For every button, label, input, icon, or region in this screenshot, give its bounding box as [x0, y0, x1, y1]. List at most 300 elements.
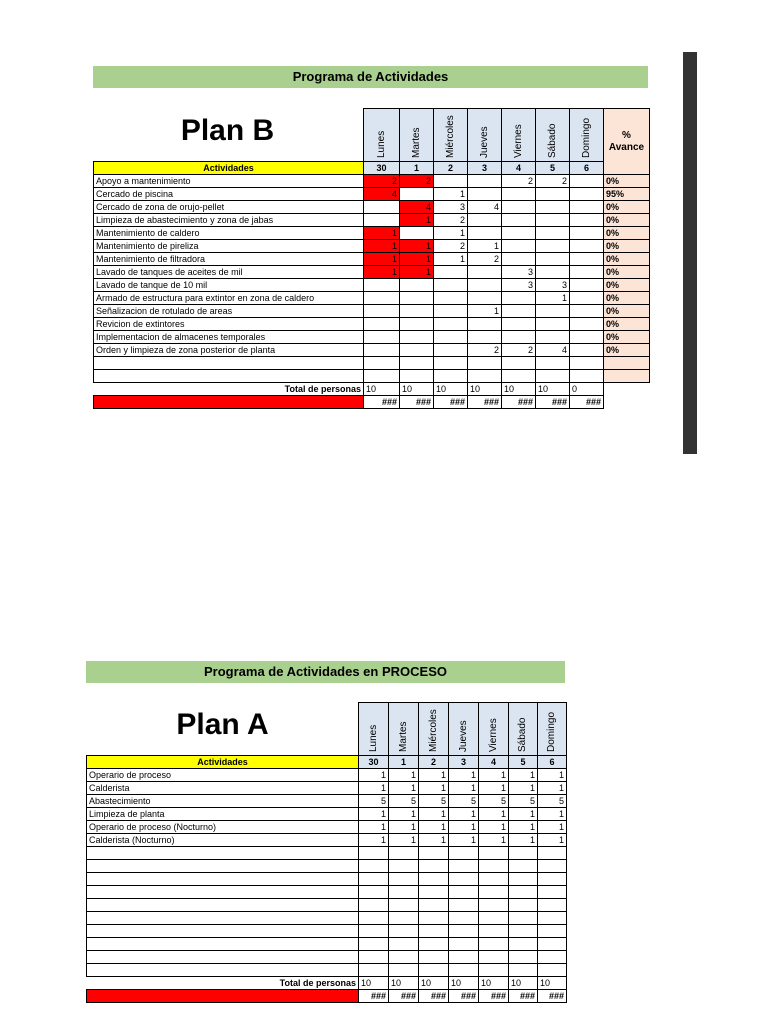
activity-cell[interactable] [364, 201, 400, 214]
activity-cell[interactable] [536, 357, 570, 370]
table-row [94, 266, 650, 279]
activity-cell[interactable]: 1 [479, 834, 509, 847]
activity-cell[interactable] [449, 873, 479, 886]
avance-cell[interactable]: 0% [604, 240, 650, 253]
day-header [509, 703, 538, 756]
activity-cell[interactable] [359, 938, 389, 951]
activity-cell[interactable] [509, 847, 538, 860]
activity-cell[interactable] [538, 912, 567, 925]
activity-cell[interactable] [479, 951, 509, 964]
activity-cell[interactable] [570, 227, 604, 240]
activity-cell[interactable] [419, 925, 449, 938]
activity-cell[interactable] [449, 912, 479, 925]
activity-cell[interactable] [468, 292, 502, 305]
activity-name[interactable] [94, 370, 364, 383]
activity-cell[interactable] [502, 292, 536, 305]
header-row [94, 109, 650, 162]
activity-cell[interactable] [449, 925, 479, 938]
activity-cell[interactable] [570, 292, 604, 305]
activity-cell[interactable]: 1 [468, 305, 502, 318]
activity-cell[interactable]: 1 [419, 808, 449, 821]
avance-cell[interactable]: 0% [604, 305, 650, 318]
activity-cell[interactable]: 1 [419, 769, 449, 782]
activity-cell[interactable] [400, 279, 434, 292]
activity-cell[interactable]: 5 [449, 795, 479, 808]
activity-cell[interactable] [359, 847, 389, 860]
activity-cell[interactable] [502, 188, 536, 201]
activity-name[interactable]: Mantenimiento de filtradora [94, 253, 364, 266]
activity-cell[interactable] [509, 899, 538, 912]
activity-cell[interactable] [449, 847, 479, 860]
activity-name[interactable] [87, 899, 359, 912]
activity-cell[interactable] [359, 886, 389, 899]
activity-cell[interactable] [468, 357, 502, 370]
activity-cell[interactable] [359, 899, 389, 912]
activity-cell[interactable] [468, 188, 502, 201]
avance-cell[interactable]: 0% [604, 214, 650, 227]
activity-cell[interactable] [570, 331, 604, 344]
activity-cell[interactable]: 1 [449, 821, 479, 834]
activity-cell[interactable]: 1 [359, 808, 389, 821]
avance-cell[interactable]: 0% [604, 318, 650, 331]
activity-cell[interactable] [389, 899, 419, 912]
activity-name[interactable] [87, 912, 359, 925]
activity-cell[interactable] [434, 279, 468, 292]
activity-cell[interactable] [570, 344, 604, 357]
activity-cell[interactable] [570, 253, 604, 266]
activity-cell[interactable] [389, 912, 419, 925]
activity-cell[interactable] [536, 201, 570, 214]
activity-cell[interactable] [536, 227, 570, 240]
activity-cell[interactable] [502, 253, 536, 266]
activity-cell[interactable] [468, 175, 502, 188]
activity-cell[interactable] [468, 331, 502, 344]
activity-cell[interactable] [570, 357, 604, 370]
activity-cell[interactable] [509, 951, 538, 964]
activity-cell[interactable] [468, 227, 502, 240]
activity-cell[interactable] [502, 357, 536, 370]
activity-name[interactable]: Mantenimiento de caldero [94, 227, 364, 240]
activity-cell[interactable] [538, 964, 567, 977]
activity-cell[interactable] [389, 860, 419, 873]
avance-cell[interactable]: 0% [604, 331, 650, 344]
activity-cell[interactable]: 2 [502, 344, 536, 357]
activity-cell[interactable] [449, 899, 479, 912]
activity-cell[interactable] [419, 912, 449, 925]
activity-cell[interactable] [400, 331, 434, 344]
activity-cell[interactable]: 1 [434, 188, 468, 201]
table-row [94, 188, 650, 201]
activity-cell[interactable] [434, 305, 468, 318]
activity-cell[interactable] [479, 925, 509, 938]
activity-name[interactable]: Abastecimiento [87, 795, 359, 808]
activity-name[interactable]: Lavado de tanque de 10 mil [94, 279, 364, 292]
activity-cell[interactable] [449, 951, 479, 964]
activity-cell[interactable]: 1 [389, 821, 419, 834]
activity-cell[interactable] [479, 886, 509, 899]
day-header [389, 703, 419, 756]
activity-cell[interactable] [509, 873, 538, 886]
activity-cell[interactable]: 3 [536, 279, 570, 292]
activity-name[interactable] [94, 357, 364, 370]
activity-cell[interactable] [419, 899, 449, 912]
activity-cell[interactable]: 5 [538, 795, 567, 808]
activity-cell[interactable] [536, 370, 570, 383]
activity-cell[interactable] [479, 912, 509, 925]
activity-cell[interactable]: 1 [419, 821, 449, 834]
activity-cell[interactable] [502, 370, 536, 383]
activity-cell[interactable] [468, 279, 502, 292]
activity-cell[interactable] [434, 266, 468, 279]
activity-cell[interactable] [502, 240, 536, 253]
activity-name[interactable]: Cercado de piscina [94, 188, 364, 201]
activity-cell[interactable] [538, 847, 567, 860]
activity-cell[interactable] [570, 201, 604, 214]
activity-cell[interactable] [434, 344, 468, 357]
activity-cell[interactable]: 1 [479, 808, 509, 821]
activity-cell[interactable] [364, 318, 400, 331]
avance-cell[interactable]: 0% [604, 344, 650, 357]
activity-cell[interactable]: 5 [389, 795, 419, 808]
activity-cell[interactable] [359, 860, 389, 873]
activity-cell[interactable] [509, 886, 538, 899]
activity-cell[interactable]: 1 [479, 821, 509, 834]
activity-cell[interactable]: 1 [538, 808, 567, 821]
table-row [87, 938, 567, 951]
activity-cell[interactable] [538, 886, 567, 899]
activity-name[interactable]: Armado de estructura para extintor en zona de caldero [94, 292, 364, 305]
activity-name[interactable]: Calderista (Nocturno) [87, 834, 359, 847]
activity-cell[interactable]: 2 [434, 214, 468, 227]
table-row [87, 782, 567, 795]
incumplidas-cell: ### [536, 396, 570, 409]
incumplidas-label: Actividades que no se cumplieron: [87, 990, 359, 1003]
activity-name[interactable]: Operario de proceso [87, 769, 359, 782]
activity-cell[interactable] [538, 951, 567, 964]
avance-cell[interactable] [604, 357, 650, 370]
activity-cell[interactable] [468, 370, 502, 383]
activity-cell[interactable] [364, 279, 400, 292]
avance-cell[interactable]: 95% [604, 188, 650, 201]
activity-cell[interactable] [509, 925, 538, 938]
activity-cell[interactable] [364, 331, 400, 344]
activity-cell[interactable] [479, 964, 509, 977]
incumplidas-cell: ### [502, 396, 536, 409]
incumplidas-cell: ### [359, 990, 389, 1003]
activity-cell[interactable] [468, 266, 502, 279]
activity-cell[interactable] [434, 318, 468, 331]
activity-cell[interactable] [468, 318, 502, 331]
activity-cell[interactable]: 3 [502, 266, 536, 279]
day-header [538, 703, 567, 756]
activity-cell[interactable] [570, 240, 604, 253]
activity-cell[interactable] [359, 912, 389, 925]
activity-cell[interactable]: 2 [502, 175, 536, 188]
activity-cell[interactable]: 1 [419, 834, 449, 847]
activity-cell[interactable]: 2 [536, 175, 570, 188]
activity-name[interactable]: Lavado de tanques de aceites de mil [94, 266, 364, 279]
activity-cell[interactable]: 1 [400, 240, 434, 253]
activity-cell[interactable] [389, 886, 419, 899]
activity-cell[interactable] [449, 860, 479, 873]
activity-cell[interactable]: 1 [538, 769, 567, 782]
total-cell: 10 [389, 977, 419, 990]
activity-cell[interactable] [570, 214, 604, 227]
activity-cell[interactable]: 2 [468, 344, 502, 357]
activity-cell[interactable]: 1 [359, 821, 389, 834]
avance-cell[interactable]: 0% [604, 201, 650, 214]
activity-cell[interactable] [502, 318, 536, 331]
activity-cell[interactable]: 1 [538, 821, 567, 834]
activity-cell[interactable]: 4 [364, 188, 400, 201]
activity-cell[interactable] [570, 279, 604, 292]
activity-name[interactable]: Apoyo a mantenimiento [94, 175, 364, 188]
activity-cell[interactable]: 1 [359, 834, 389, 847]
activity-name[interactable] [87, 847, 359, 860]
activity-name[interactable]: Limpieza de planta [87, 808, 359, 821]
total-cell: 10 [479, 977, 509, 990]
avance-cell[interactable]: 0% [604, 292, 650, 305]
activity-cell[interactable] [389, 938, 419, 951]
activity-cell[interactable] [536, 305, 570, 318]
subheader-row [87, 756, 567, 769]
day-number: 1 [400, 162, 434, 175]
activity-cell[interactable]: 1 [468, 240, 502, 253]
activity-cell[interactable]: 1 [538, 834, 567, 847]
activity-cell[interactable] [538, 899, 567, 912]
activity-cell[interactable] [400, 188, 434, 201]
activity-cell[interactable] [419, 847, 449, 860]
activity-cell[interactable]: 1 [509, 834, 538, 847]
activity-cell[interactable] [434, 292, 468, 305]
activity-cell[interactable]: 1 [538, 782, 567, 795]
activity-cell[interactable] [419, 938, 449, 951]
activity-cell[interactable]: 1 [389, 782, 419, 795]
activity-cell[interactable]: 5 [359, 795, 389, 808]
activity-cell[interactable] [364, 370, 400, 383]
activity-cell[interactable] [419, 873, 449, 886]
avance-cell[interactable]: 0% [604, 266, 650, 279]
activity-cell[interactable] [536, 253, 570, 266]
activity-cell[interactable] [536, 266, 570, 279]
activity-cell[interactable] [359, 873, 389, 886]
table-row [94, 357, 650, 370]
table-row [87, 912, 567, 925]
activity-cell[interactable] [389, 873, 419, 886]
table-row [94, 370, 650, 383]
activity-cell[interactable]: 1 [479, 769, 509, 782]
activity-cell[interactable]: 1 [400, 253, 434, 266]
activity-cell[interactable] [502, 331, 536, 344]
activity-name[interactable] [87, 964, 359, 977]
activity-cell[interactable] [570, 318, 604, 331]
activity-cell[interactable] [468, 214, 502, 227]
activity-cell[interactable] [419, 860, 449, 873]
activity-cell[interactable] [434, 331, 468, 344]
activity-name[interactable]: Implementacion de almacenes temporales [94, 331, 364, 344]
activity-name[interactable] [87, 860, 359, 873]
activity-cell[interactable] [509, 964, 538, 977]
activity-cell[interactable] [536, 331, 570, 344]
activity-cell[interactable] [359, 925, 389, 938]
activity-cell[interactable]: 1 [434, 227, 468, 240]
activity-cell[interactable]: 1 [479, 782, 509, 795]
activity-cell[interactable]: 1 [400, 214, 434, 227]
activity-cell[interactable]: 1 [449, 782, 479, 795]
activity-cell[interactable] [570, 305, 604, 318]
activity-cell[interactable] [538, 860, 567, 873]
activity-cell[interactable] [570, 175, 604, 188]
activity-cell[interactable]: 1 [389, 769, 419, 782]
activity-cell[interactable] [434, 370, 468, 383]
activity-cell[interactable] [434, 357, 468, 370]
activity-name[interactable] [87, 886, 359, 899]
activity-name[interactable]: Calderista [87, 782, 359, 795]
activity-cell[interactable] [359, 964, 389, 977]
activity-cell[interactable] [570, 370, 604, 383]
activity-cell[interactable] [538, 873, 567, 886]
day-number: 3 [449, 756, 479, 769]
day-number: 5 [536, 162, 570, 175]
activity-cell[interactable] [538, 925, 567, 938]
activity-cell[interactable] [536, 240, 570, 253]
activity-cell[interactable]: 1 [434, 253, 468, 266]
incumplidas-cell: ### [389, 990, 419, 1003]
activity-cell[interactable] [400, 344, 434, 357]
activity-cell[interactable] [364, 305, 400, 318]
activity-cell[interactable] [359, 951, 389, 964]
activity-name[interactable]: Mantenimiento de pireliza [94, 240, 364, 253]
activity-cell[interactable]: 4 [400, 201, 434, 214]
activity-cell[interactable]: 1 [449, 808, 479, 821]
activity-cell[interactable]: 1 [449, 834, 479, 847]
activity-cell[interactable] [434, 175, 468, 188]
activity-cell[interactable]: 2 [364, 175, 400, 188]
activity-cell[interactable] [479, 899, 509, 912]
activity-cell[interactable]: 5 [509, 795, 538, 808]
activity-cell[interactable] [419, 951, 449, 964]
activity-cell[interactable] [389, 925, 419, 938]
activity-cell[interactable] [389, 964, 419, 977]
activity-cell[interactable]: 1 [509, 769, 538, 782]
activity-cell[interactable]: 1 [364, 240, 400, 253]
activity-cell[interactable] [364, 357, 400, 370]
activity-cell[interactable]: 1 [400, 266, 434, 279]
activity-cell[interactable]: 2 [468, 253, 502, 266]
activity-cell[interactable] [509, 860, 538, 873]
activity-cell[interactable] [389, 951, 419, 964]
activity-cell[interactable]: 2 [434, 240, 468, 253]
activity-cell[interactable] [479, 938, 509, 951]
activity-cell[interactable] [479, 873, 509, 886]
activity-name[interactable]: Cercado de zona de orujo-pellet [94, 201, 364, 214]
avance-cell[interactable]: 0% [604, 227, 650, 240]
activity-cell[interactable] [479, 847, 509, 860]
activity-cell[interactable]: 4 [468, 201, 502, 214]
activity-cell[interactable]: 1 [509, 808, 538, 821]
activity-name[interactable]: Limpieza de abastecimiento y zona de jabas [94, 214, 364, 227]
activity-name[interactable]: Orden y limpieza de zona posterior de planta [94, 344, 364, 357]
activity-cell[interactable] [364, 214, 400, 227]
activity-cell[interactable]: 1 [536, 292, 570, 305]
activity-cell[interactable]: 5 [479, 795, 509, 808]
activity-cell[interactable] [389, 847, 419, 860]
activity-cell[interactable] [400, 318, 434, 331]
activity-name[interactable] [87, 938, 359, 951]
activity-cell[interactable] [400, 357, 434, 370]
activity-cell[interactable] [509, 938, 538, 951]
activity-cell[interactable] [449, 886, 479, 899]
activity-cell[interactable] [400, 227, 434, 240]
activity-name[interactable] [87, 873, 359, 886]
activity-cell[interactable]: 3 [434, 201, 468, 214]
activity-cell[interactable]: 4 [536, 344, 570, 357]
activity-cell[interactable] [479, 860, 509, 873]
activity-cell[interactable] [400, 370, 434, 383]
activity-cell[interactable]: 5 [419, 795, 449, 808]
activity-cell[interactable] [502, 201, 536, 214]
activity-cell[interactable] [419, 886, 449, 899]
activity-cell[interactable]: 1 [449, 769, 479, 782]
activity-cell[interactable]: 1 [389, 834, 419, 847]
activity-cell[interactable] [502, 227, 536, 240]
avance-cell[interactable]: 0% [604, 253, 650, 266]
activity-cell[interactable]: 1 [364, 266, 400, 279]
activity-name[interactable] [87, 925, 359, 938]
activity-name[interactable]: Revicion de extintores [94, 318, 364, 331]
activity-cell[interactable] [419, 964, 449, 977]
total-cell: 10 [400, 383, 434, 396]
activity-name[interactable]: Señalizacion de rotulado de areas [94, 305, 364, 318]
activity-cell[interactable]: 3 [502, 279, 536, 292]
activity-cell[interactable]: 1 [364, 227, 400, 240]
activity-name[interactable] [87, 951, 359, 964]
activity-cell[interactable]: 1 [509, 821, 538, 834]
activity-cell[interactable] [536, 188, 570, 201]
day-name: Miércoles [427, 709, 439, 752]
activity-cell[interactable]: 1 [364, 253, 400, 266]
activity-cell[interactable] [536, 318, 570, 331]
activity-cell[interactable]: 1 [359, 782, 389, 795]
avance-cell[interactable]: 0% [604, 279, 650, 292]
activity-cell[interactable] [400, 292, 434, 305]
activity-cell[interactable] [449, 964, 479, 977]
activity-cell[interactable] [502, 214, 536, 227]
activity-cell[interactable]: 1 [419, 782, 449, 795]
activity-cell[interactable] [509, 912, 538, 925]
activity-cell[interactable]: 1 [389, 808, 419, 821]
activity-name[interactable]: Operario de proceso (Nocturno) [87, 821, 359, 834]
incumplidas-cell: ### [400, 396, 434, 409]
activity-cell[interactable] [502, 305, 536, 318]
activity-cell[interactable] [536, 214, 570, 227]
activity-cell[interactable]: 1 [509, 782, 538, 795]
avance-cell[interactable] [604, 370, 650, 383]
activity-cell[interactable]: 1 [359, 769, 389, 782]
activity-cell[interactable] [449, 938, 479, 951]
activity-cell[interactable] [570, 266, 604, 279]
activity-cell[interactable] [570, 188, 604, 201]
activity-cell[interactable]: 2 [400, 175, 434, 188]
activity-cell[interactable] [538, 938, 567, 951]
activity-cell[interactable] [364, 292, 400, 305]
activity-cell[interactable] [400, 305, 434, 318]
total-spacer [604, 383, 650, 396]
avance-cell[interactable]: 0% [604, 175, 650, 188]
activity-cell[interactable] [364, 344, 400, 357]
incumplidas-row [87, 990, 567, 1003]
day-number: 3 [468, 162, 502, 175]
